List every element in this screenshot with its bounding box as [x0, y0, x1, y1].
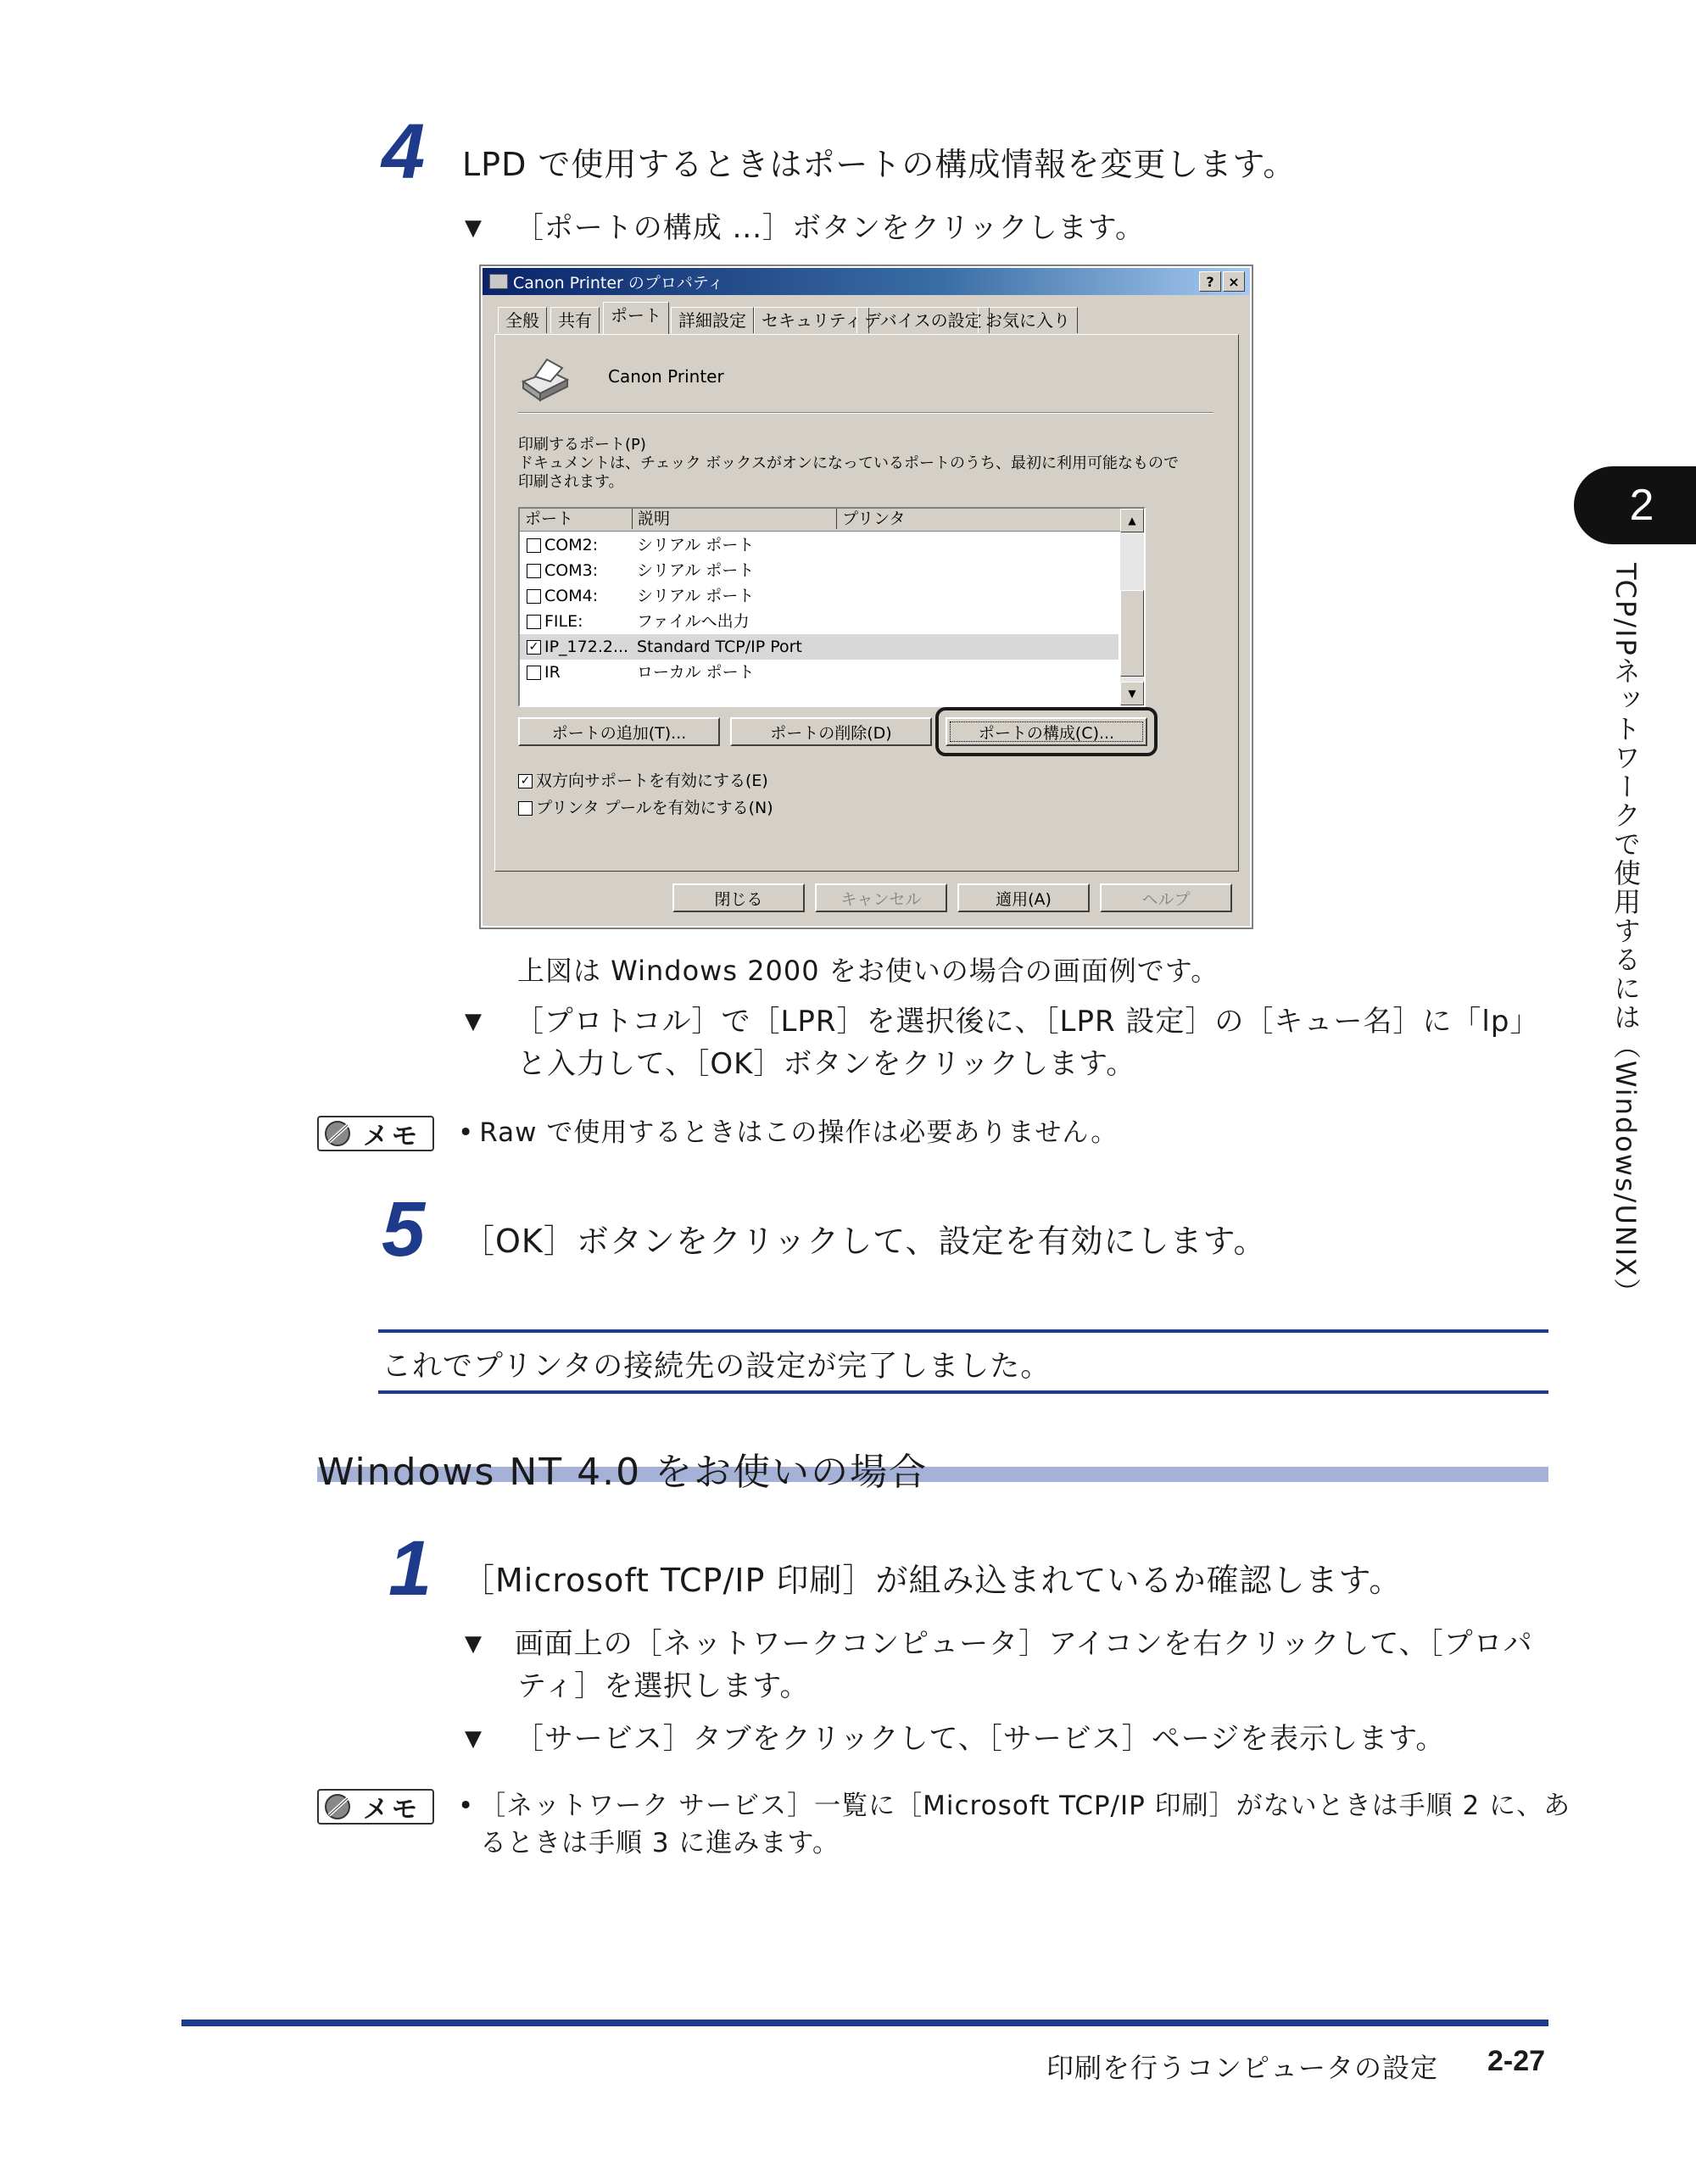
triangle-bullet-icon: ▼	[465, 1726, 483, 1752]
ports-description-2: 印刷されます。	[518, 473, 624, 491]
column-header-description[interactable]: 説明	[633, 509, 837, 529]
page-number: 2-27	[1487, 2045, 1546, 2077]
memo-2-line-1: • ［ネットワーク サービス］一覧に［Microsoft TCP/IP 印刷］がないときは手順 2 に、あ	[458, 1791, 1571, 1821]
triangle-bullet-icon: ▼	[465, 215, 483, 241]
ports-description-1: ドキュメントは、チェック ボックスがオンになっているポートのうち、最初に利用可能なもので	[518, 454, 1179, 472]
tab-sharing[interactable]: 共有	[550, 307, 600, 333]
add-port-button[interactable]: ポートの追加(T)...	[518, 717, 720, 746]
ports-label: 印刷するポート(P)	[518, 436, 646, 454]
step-5-text: ［OK］ボタンをクリックして、設定を有効にします。	[462, 1223, 1267, 1260]
triangle-bullet-icon: ▼	[465, 1631, 483, 1657]
chapter-number: 2	[1629, 481, 1654, 530]
port-row-ip[interactable]: ✓ IP_172.2... Standard TCP/IP Port	[527, 634, 628, 660]
step-1-text: ［Microsoft TCP/IP 印刷］が組み込まれているか確認します。	[462, 1562, 1403, 1599]
dialog-titlebar	[483, 268, 1250, 295]
footer-rule	[181, 2020, 1548, 2026]
triangle-bullet-icon: ▼	[465, 1009, 483, 1034]
checkbox[interactable]	[527, 666, 541, 680]
list-header	[520, 509, 1120, 532]
chapter-title-vertical: TCP/IPネットワークで使用するには（Windows/UNIX）	[1610, 563, 1642, 1307]
tab-general[interactable]: 全般	[498, 307, 547, 333]
memo-bullet: •	[458, 1791, 475, 1821]
port-row-com4[interactable]: COM4: シリアル ポート	[527, 583, 598, 609]
checkbox[interactable]	[527, 538, 541, 553]
port-row-com3[interactable]: COM3: シリアル ポート	[527, 558, 598, 583]
cancel-button[interactable]: キャンセル	[815, 883, 947, 912]
apply-button[interactable]: 適用(A)	[957, 883, 1090, 912]
printer-name: Canon Printer	[608, 366, 724, 387]
scroll-thumb[interactable]	[1120, 590, 1144, 677]
checkbox[interactable]	[518, 801, 533, 816]
checkbox[interactable]	[527, 615, 541, 629]
configure-port-button[interactable]: ポートの構成(C)...	[946, 717, 1147, 746]
figure-caption: 上図は Windows 2000 をお使いの場合の画面例です。	[517, 955, 1219, 987]
checkbox-checked[interactable]: ✓	[518, 774, 533, 788]
memo-bullet: •	[458, 1117, 475, 1148]
memo-badge: メモ	[317, 1789, 434, 1825]
tab-ports[interactable]: ポート	[603, 302, 669, 335]
port-row-ir[interactable]: IR ローカル ポート	[527, 660, 561, 685]
close-titlebar-button[interactable]: ×	[1223, 271, 1245, 292]
delete-port-button[interactable]: ポートの削除(D)	[730, 717, 932, 746]
checkbox-checked[interactable]: ✓	[527, 640, 541, 655]
pencil-icon	[322, 1793, 356, 1820]
step-number-5: 5	[382, 1186, 426, 1273]
port-row-com2[interactable]: COM2: シリアル ポート	[527, 532, 598, 558]
memo-2-line-2: るときは手順 3 に進みます。	[480, 1828, 840, 1858]
column-header-printer[interactable]: プリンタ	[842, 510, 906, 528]
list-scrollbar[interactable]	[1120, 509, 1144, 705]
scroll-down-icon[interactable]: ▼	[1120, 682, 1144, 705]
port-row-file[interactable]: FILE: ファイルへ出力	[527, 609, 583, 634]
step-number-1: 1	[388, 1525, 432, 1612]
scroll-up-icon[interactable]: ▲	[1120, 509, 1144, 532]
result-text: これでプリンタの接続先の設定が完了しました。	[382, 1350, 1052, 1384]
help-button[interactable]: ヘルプ	[1100, 883, 1232, 912]
bidirectional-support[interactable]: ✓ 双方向サポートを有効にする(E)	[518, 768, 768, 791]
close-button[interactable]: 閉じる	[672, 883, 805, 912]
dialog-title: Canon Printer のプロパティ	[513, 273, 724, 292]
section-heading: Windows NT 4.0 をお使いの場合	[317, 1451, 929, 1494]
step-4-text: LPD で使用するときはポートの構成情報を変更します。	[462, 146, 1297, 183]
tab-favorites[interactable]: お気に入り	[978, 307, 1078, 333]
printer-icon	[516, 356, 571, 402]
step-4-bullet-1: ▼ ［ポートの構成 ...］ボタンをクリックします。	[465, 207, 1145, 249]
tab-advanced[interactable]: 詳細設定	[671, 307, 754, 333]
memo-badge: メモ	[317, 1116, 434, 1151]
step-4-bullet-2: ▼ ［プロトコル］で［LPR］を選択後に、［LPR 設定］の［キュー名］に「lp」	[465, 1000, 1539, 1043]
checkbox[interactable]	[527, 564, 541, 578]
step-number-4: 4	[382, 109, 426, 195]
ports-list[interactable]	[518, 507, 1146, 707]
pencil-icon	[322, 1120, 356, 1147]
printer-small-icon	[489, 274, 508, 289]
step-4-bullet-2-continued: と入力して、［OK］ボタンをクリックします。	[517, 1047, 1136, 1081]
memo-1-text: • Raw で使用するときはこの操作は必要ありません。	[458, 1117, 1119, 1148]
checkbox[interactable]	[527, 589, 541, 604]
step-1-bullet-1-continued: ティ］を選択します。	[517, 1669, 810, 1703]
tab-device-settings[interactable]: デバイスの設定	[856, 307, 990, 333]
divider	[518, 412, 1213, 414]
tab-security[interactable]: セキュリティ	[754, 307, 869, 333]
result-top-rule	[378, 1329, 1548, 1333]
step-1-bullet-2: ▼ ［サービス］タブをクリックして、［サービス］ページを表示します。	[465, 1718, 1445, 1760]
column-header-port[interactable]: ポート	[520, 509, 633, 529]
help-titlebar-button[interactable]: ?	[1199, 271, 1221, 292]
step-1-bullet-1: ▼ 画面上の［ネットワークコンピュータ］アイコンを右クリックして、［プロパ	[465, 1623, 1533, 1665]
printer-pooling[interactable]: プリンタ プールを有効にする(N)	[518, 795, 773, 818]
result-bottom-rule	[378, 1390, 1548, 1394]
printer-properties-dialog	[481, 266, 1252, 928]
footer-section: 印刷を行うコンピュータの設定	[1046, 2052, 1439, 2084]
